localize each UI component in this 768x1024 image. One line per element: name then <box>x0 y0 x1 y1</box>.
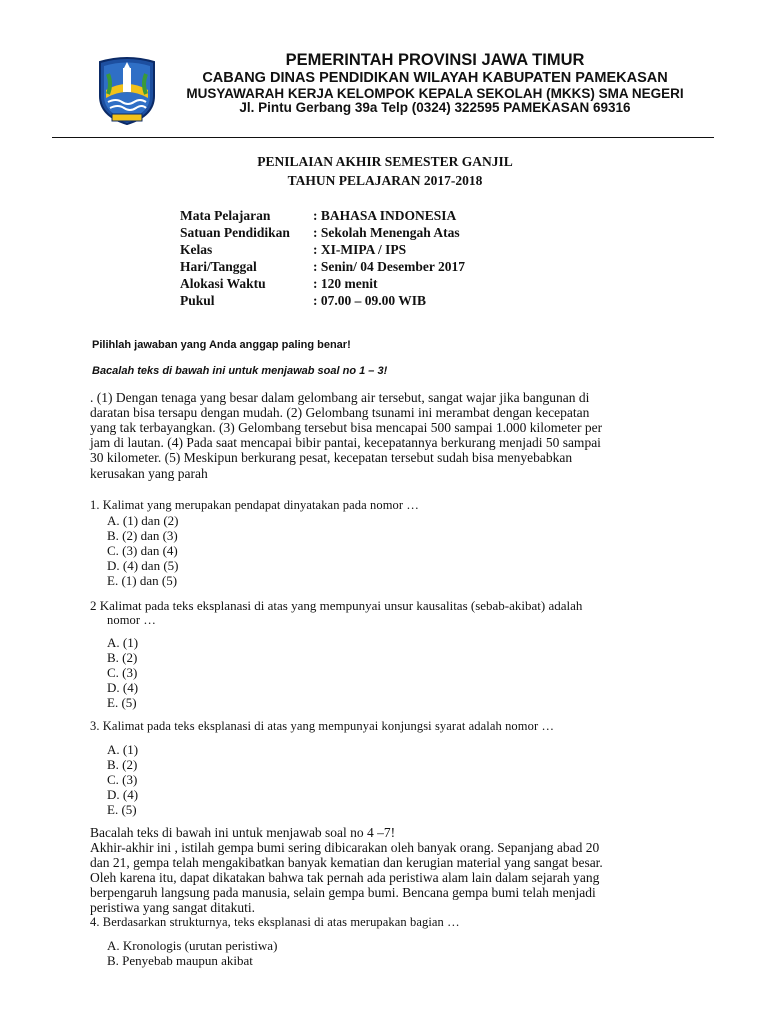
academic-year: TAHUN PELAJARAN 2017-2018 <box>287 173 483 188</box>
detail-label: Alokasi Waktu <box>180 276 266 291</box>
passage1-line: 30 kilometer. (5) Meskipun berkurang pesat, kecepatan tersebut sudah bisa menyebabkan <box>90 450 573 465</box>
question-3-option-b[interactable]: B. (2) <box>107 757 138 772</box>
question-3-option-a[interactable]: A. (1) <box>107 742 139 757</box>
passage1-line: yang tak terbayangkan. (3) Gelombang tersebut bisa mencapai 500 sampai 1.000 kilometer per <box>90 420 603 435</box>
detail-row-school-level <box>180 224 465 241</box>
detail-label: Mata Pelajaran <box>180 208 271 223</box>
header-divider <box>52 137 714 138</box>
question-1-option-e[interactable]: E. (1) dan (5) <box>107 573 178 588</box>
question-3-option-c[interactable]: C. (3) <box>107 772 138 787</box>
header-line-mkks: MUSYAWARAH KERJA KELOMPOK KEPALA SEKOLAH (MKKS) SMA NEGERI <box>186 86 684 101</box>
question-3-option-e[interactable]: E. (5) <box>107 802 137 817</box>
detail-row-date <box>180 258 465 275</box>
question-1-option-c[interactable]: C. (3) dan (4) <box>107 543 178 558</box>
detail-value: : 120 menit <box>313 276 378 291</box>
question-1: 1. Kalimat yang merupakan pendapat dinyatakan pada nomor … <box>90 498 419 512</box>
detail-value: : XI-MIPA / IPS <box>313 242 407 257</box>
detail-value: : 07.00 – 09.00 WIB <box>313 293 427 308</box>
question-1-option-d[interactable]: D. (4) dan (5) <box>107 558 179 573</box>
coat-of-arms-icon <box>96 56 158 126</box>
detail-value: : Senin/ 04 Desember 2017 <box>313 259 465 274</box>
detail-row-time <box>180 292 465 309</box>
passage1-line: kerusakan yang parah <box>90 466 208 481</box>
question-2: 2 Kalimat pada teks eksplanasi di atas yang mempunyai unsur kausalitas (sebab-akibat) adalah <box>90 598 583 613</box>
question-3: 3. Kalimat pada teks eksplanasi di atas yang mempunyai konjungsi syarat adalah nomor … <box>90 719 555 733</box>
question-4-option-b[interactable]: B. Penyebab maupun akibat <box>107 953 253 968</box>
detail-label: Satuan Pendidikan <box>180 225 290 240</box>
question-4: 4. Berdasarkan strukturnya, teks eksplanasi di atas merupakan bagian … <box>90 915 460 929</box>
passage2-line: berpengaruh langsung pada manusia, selain gempa bumi. Bencana gempa bumi telah menjadi <box>90 885 596 900</box>
detail-row-class <box>180 241 465 258</box>
question-1-option-a[interactable]: A. (1) dan (2) <box>107 513 179 528</box>
question-2-continued: nomor … <box>107 613 156 627</box>
question-2-option-d[interactable]: D. (4) <box>107 680 139 695</box>
question-2-option-e[interactable]: E. (5) <box>107 695 137 710</box>
detail-label: Hari/Tanggal <box>180 259 257 274</box>
detail-label: Kelas <box>180 242 213 257</box>
passage1-instruction: Bacalah teks di bawah ini untuk menjawab soal no 1 – 3! <box>92 365 388 377</box>
passage1-line: daratan bisa tersapu dengan mudah. (2) Gelombang tsunami ini merambat dengan kecepatan <box>90 405 590 420</box>
question-2-option-a[interactable]: A. (1) <box>107 635 139 650</box>
detail-row-duration <box>180 275 465 292</box>
detail-row-subject <box>180 207 465 224</box>
exam-details <box>180 207 465 309</box>
passage2-instruction: Bacalah teks di bawah ini untuk menjawab soal no 4 –7! <box>90 825 396 840</box>
passage2-line: dan 21, gempa telah mengakibatkan banyak kematian dan kerugian material yang sangat besar. <box>90 855 603 870</box>
question-1-option-b[interactable]: B. (2) dan (3) <box>107 528 178 543</box>
question-3-option-d[interactable]: D. (4) <box>107 787 139 802</box>
passage2-line: Akhir-akhir ini , istilah gempa bumi sering dibicarakan oleh banyak orang. Sepanjang abad 20 <box>90 840 600 855</box>
passage2-line: peristiwa yang sangat ditakuti. <box>90 900 255 915</box>
passage1-line: jam di lautan. (4) Pada saat mencapai bibir pantai, kecepatannya berkurang menjadi 50 sampai <box>90 435 601 450</box>
passage1-line: . (1) Dengan tenaga yang besar dalam gelombang air tersebut, sangat wajar jika bangunan di <box>90 390 590 405</box>
question-2-option-b[interactable]: B. (2) <box>107 650 138 665</box>
detail-label: Pukul <box>180 293 215 308</box>
question-4-option-a[interactable]: A. Kronologis (urutan peristiwa) <box>107 938 278 953</box>
exam-title: PENILAIAN AKHIR SEMESTER GANJIL <box>257 154 513 169</box>
detail-value: : Sekolah Menengah Atas <box>313 225 460 240</box>
general-instruction: Pilihlah jawaban yang Anda anggap paling benar! <box>92 339 351 351</box>
question-2-option-c[interactable]: C. (3) <box>107 665 138 680</box>
header-line-department: CABANG DINAS PENDIDIKAN WILAYAH KABUPATEN PAMEKASAN <box>202 70 668 86</box>
passage2-line: Oleh karena itu, dapat dikatakan bahwa tak pernah ada peristiwa alam lain dalam sejarah yang <box>90 870 600 885</box>
header-line-address: Jl. Pintu Gerbang 39a Telp (0324) 322595 PAMEKASAN 69316 <box>239 100 631 115</box>
header-line-government: PEMERINTAH PROVINSI JAWA TIMUR <box>285 51 585 69</box>
detail-value: : BAHASA INDONESIA <box>313 208 457 223</box>
